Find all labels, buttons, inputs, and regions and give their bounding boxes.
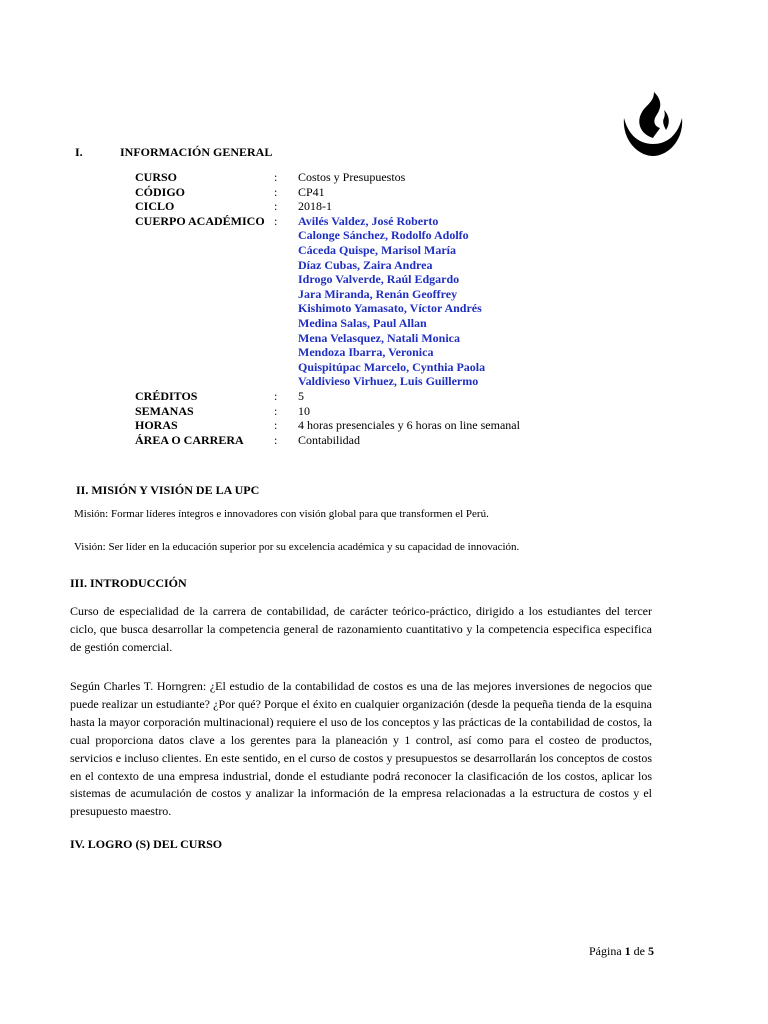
info-row-creditos (135, 389, 615, 404)
faculty-member: Mendoza Ibarra, Veronica (298, 345, 434, 360)
total-pages: 5 (648, 944, 654, 958)
faculty-member: Jara Miranda, Renán Geoffrey (298, 286, 458, 301)
info-row-semanas (135, 404, 615, 419)
intro-paragraph: Según Charles T. Horngren: ¿El estudio de la contabilidad de costos es una de las mejores inversiones de negocios que puede realizar un estudiante? ¿Por qué? Porque el éxito en cualquier organización (desde la pequeña tienda de la esquina hasta la mayor corporación multinacional) requiere el uso de los conceptos y las prácticas de la contabilidad de costos, la cual proporciona datos clave a los gerentes para la planeación y 1 control, así como para el costeo de productos, servicios e incluso clientes. En este sentido, en el curso de costos y presupuestos se desarrollarán los conceptos de costos en el contexto de una empresa industrial, donde el estudiante podrá reconocer la clasificación de los costos, aplicar los sistemas de acumulación de costos y analizar la información de la empresa relacionadas a la estructura de costos y el presupuesto maestro. (70, 679, 652, 819)
faculty-member: Avilés Valdez, José Roberto (298, 213, 439, 228)
faculty-member: Cáceda Quispe, Marisol María (298, 242, 456, 257)
faculty-member: Díaz Cubas, Zaira Andrea (298, 257, 433, 272)
section-heading-mision: II. MISIÓN Y VISIÓN DE LA UPC (76, 483, 260, 497)
info-value: 2018-1 (298, 199, 332, 214)
section-heading-introduccion: III. INTRODUCCIÓN (70, 576, 187, 590)
faculty-member: Mena Velasquez, Natali Monica (298, 330, 460, 345)
info-row-cuerpo (135, 214, 615, 389)
vision-text: Visión: Ser líder en la educación superior por su excelencia académica y su capacidad de innovación. (74, 541, 520, 553)
faculty-member: Calonge Sánchez, Rodolfo Adolfo (298, 228, 469, 243)
info-row-area (135, 433, 615, 448)
mision-text: Misión: Formar líderes íntegros e innovadores con visión global para que transformen el Perú. (74, 508, 489, 520)
info-label: CURSO (135, 170, 178, 184)
info-colon: : (274, 432, 278, 447)
info-label: CRÉDITOS (135, 388, 198, 403)
faculty-member: Valdivieso Virhuez, Luis Guillermo (298, 374, 479, 389)
course-info-table (135, 170, 615, 447)
page-number (589, 944, 654, 959)
info-colon: : (274, 170, 278, 184)
info-value: 10 (298, 403, 310, 418)
info-label: ÁREA O CARRERA (135, 432, 244, 447)
info-colon: : (274, 403, 278, 418)
section-heading-logros: IV. LOGRO (S) DEL CURSO (70, 837, 223, 851)
info-value: 4 horas presenciales y 6 horas on line semanal (298, 418, 520, 433)
faculty-member: Quispitúpac Marcelo, Cynthia Paola (298, 359, 486, 374)
info-value: Costos y Presupuestos (298, 170, 406, 184)
info-colon: : (274, 199, 278, 214)
info-colon: : (274, 213, 278, 228)
info-label: HORAS (135, 418, 178, 433)
info-value: 5 (298, 388, 304, 403)
info-label: CÓDIGO (135, 184, 186, 199)
upc-logo-icon (620, 88, 686, 158)
info-row-ciclo (135, 199, 615, 214)
info-colon: : (274, 184, 278, 199)
info-row-curso (135, 170, 615, 185)
faculty-list (298, 214, 615, 389)
of-word: de (633, 944, 645, 958)
info-label: CUERPO ACADÉMICO (135, 213, 265, 228)
info-value: Contabilidad (298, 432, 360, 447)
info-colon: : (274, 388, 278, 403)
info-row-codigo (135, 185, 615, 200)
faculty-member: Medina Salas, Paul Allan (298, 315, 427, 330)
info-row-horas (135, 418, 615, 433)
page-word: Página (589, 944, 622, 958)
section-title: INFORMACIÓN GENERAL (120, 145, 273, 159)
intro-paragraph: Curso de especialidad de la carrera de contabilidad, de carácter teórico-práctico, dirigido a los estudiantes del tercer ciclo, que busca desarrollar la competencia general de razonamiento cuantitativo y la competencia especifica especifica de gestión comercial. (70, 604, 652, 654)
faculty-member: Kishimoto Yamasato, Víctor Andrés (298, 301, 482, 316)
faculty-member: Idrogo Valverde, Raúl Edgardo (298, 272, 460, 287)
section-number: I. (75, 145, 83, 159)
info-label: CICLO (135, 199, 175, 214)
info-label: SEMANAS (135, 403, 194, 418)
current-page: 1 (624, 944, 631, 958)
info-value: CP41 (298, 184, 325, 199)
info-colon: : (274, 418, 278, 433)
